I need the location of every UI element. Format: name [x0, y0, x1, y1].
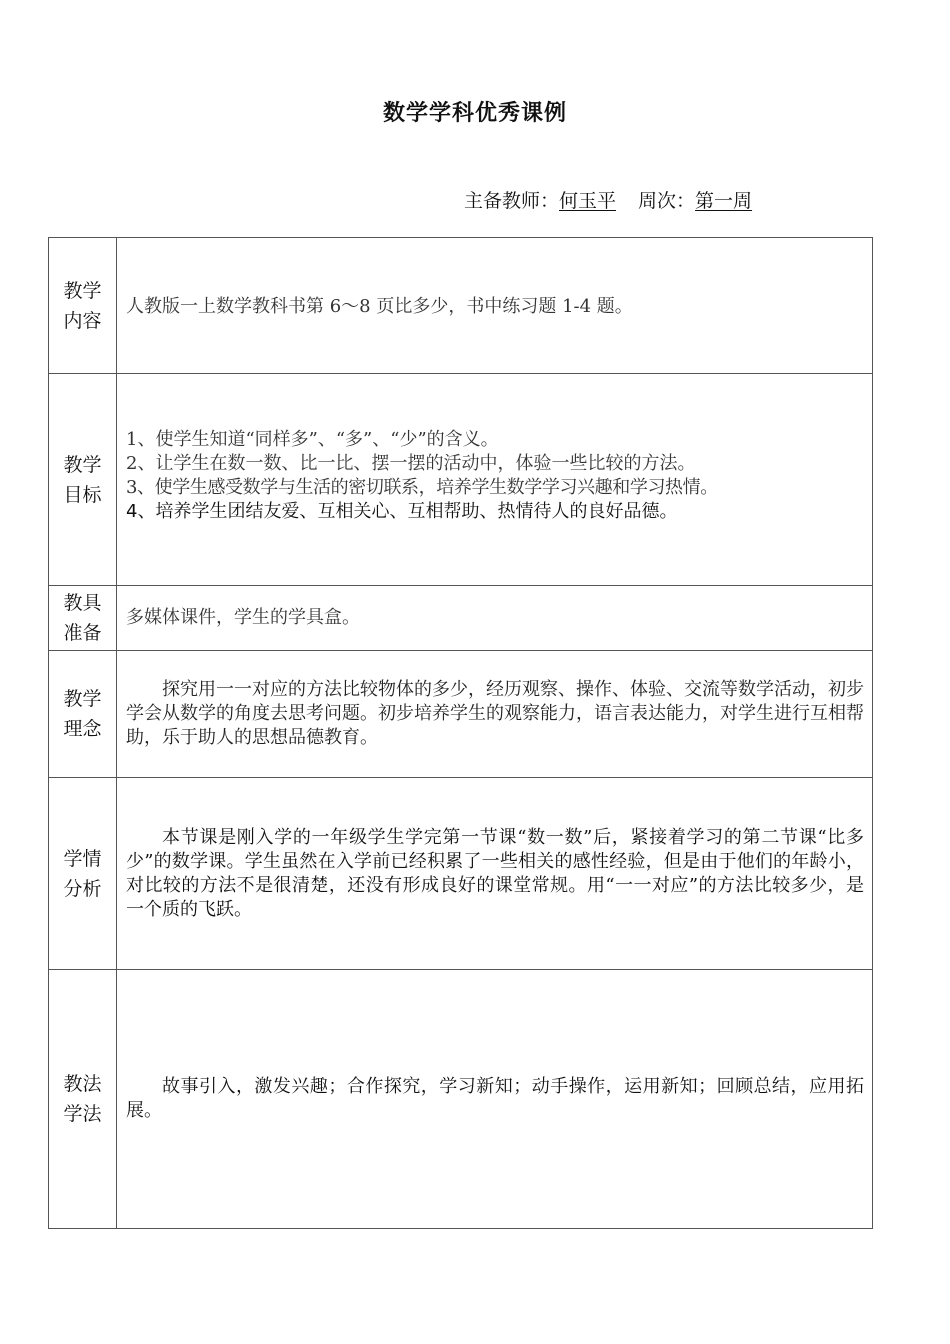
row-methods: [49, 970, 873, 1229]
row-value-analysis: [117, 778, 873, 970]
tools-text: 多媒体课件，学生的学具盒。: [126, 607, 360, 628]
goal-item: 3、使学生感受数学与生活的密切联系，培养学生数学学习兴趣和学习热情。: [126, 476, 718, 498]
row-label-tools: 教具 准备: [49, 586, 117, 651]
row-label-analysis: 学情 分析: [49, 778, 117, 970]
row-analysis: [49, 778, 873, 970]
row-value-philosophy: [117, 651, 873, 778]
philosophy-text: 探究用一一对应的方法比较物体的多少，经历观察、操作、体验、交流等数学活动，初步学会从数学的角度去思考问题。初步培养学生的观察能力，语言表达能力，对学生进行互相帮助，乐于助人的思想品德教育。: [126, 679, 864, 748]
week-value: 第一周: [695, 190, 753, 212]
row-value-goals: [117, 374, 873, 586]
lesson-plan-table: [48, 237, 873, 1229]
row-label-methods: 教法 学法: [49, 970, 117, 1229]
row-content: [49, 238, 873, 374]
row-label-philosophy: 教学 理念: [49, 651, 117, 778]
row-goals: [49, 374, 873, 586]
methods-text: 故事引入，激发兴趣；合作探究，学习新知；动手操作，运用新知；回顾总结，应用拓展。: [126, 1076, 864, 1121]
analysis-text: 本节课是刚入学的一年级学生学完第一节课“数一数”后，紧接着学习的第二节课“比多少”的数学课。学生虽然在入学前已经积累了一些相关的感性经验，但是由于他们的年龄小，对比较的方法不是很清楚，还没有形成良好的课堂常规。用“一一对应”的方法比较多少，是一个质的飞跃。: [126, 826, 864, 920]
week-label: 周次：: [638, 190, 696, 212]
document-meta: [464, 186, 752, 213]
document-title: 数学学科优秀课例: [382, 101, 567, 126]
teacher-name: 何玉平: [559, 190, 617, 212]
goals-list: [126, 428, 864, 524]
goal-item: 2、让学生在数一数、比一比、摆一摆的活动中，体验一些比较的方法。: [126, 452, 696, 474]
row-value-content: [117, 238, 873, 374]
row-label-content: 教学 内容: [49, 238, 117, 374]
row-value-tools: [117, 586, 873, 651]
teacher-label: 主备教师：: [464, 190, 560, 212]
row-label-goals: 教学 目标: [49, 374, 117, 586]
content-text: 人教版一上数学教科书第 6～8 页比多少，书中练习题 1-4 题。: [126, 295, 633, 317]
goal-item: 4、培养学生团结友爱、互相关心、互相帮助、热情待人的良好品德。: [126, 500, 678, 522]
goal-item: 1、使学生知道“同样多”、“多”、“少”的含义。: [126, 428, 499, 450]
row-value-methods: [117, 970, 873, 1229]
row-tools: [49, 586, 873, 651]
row-philosophy: [49, 651, 873, 778]
